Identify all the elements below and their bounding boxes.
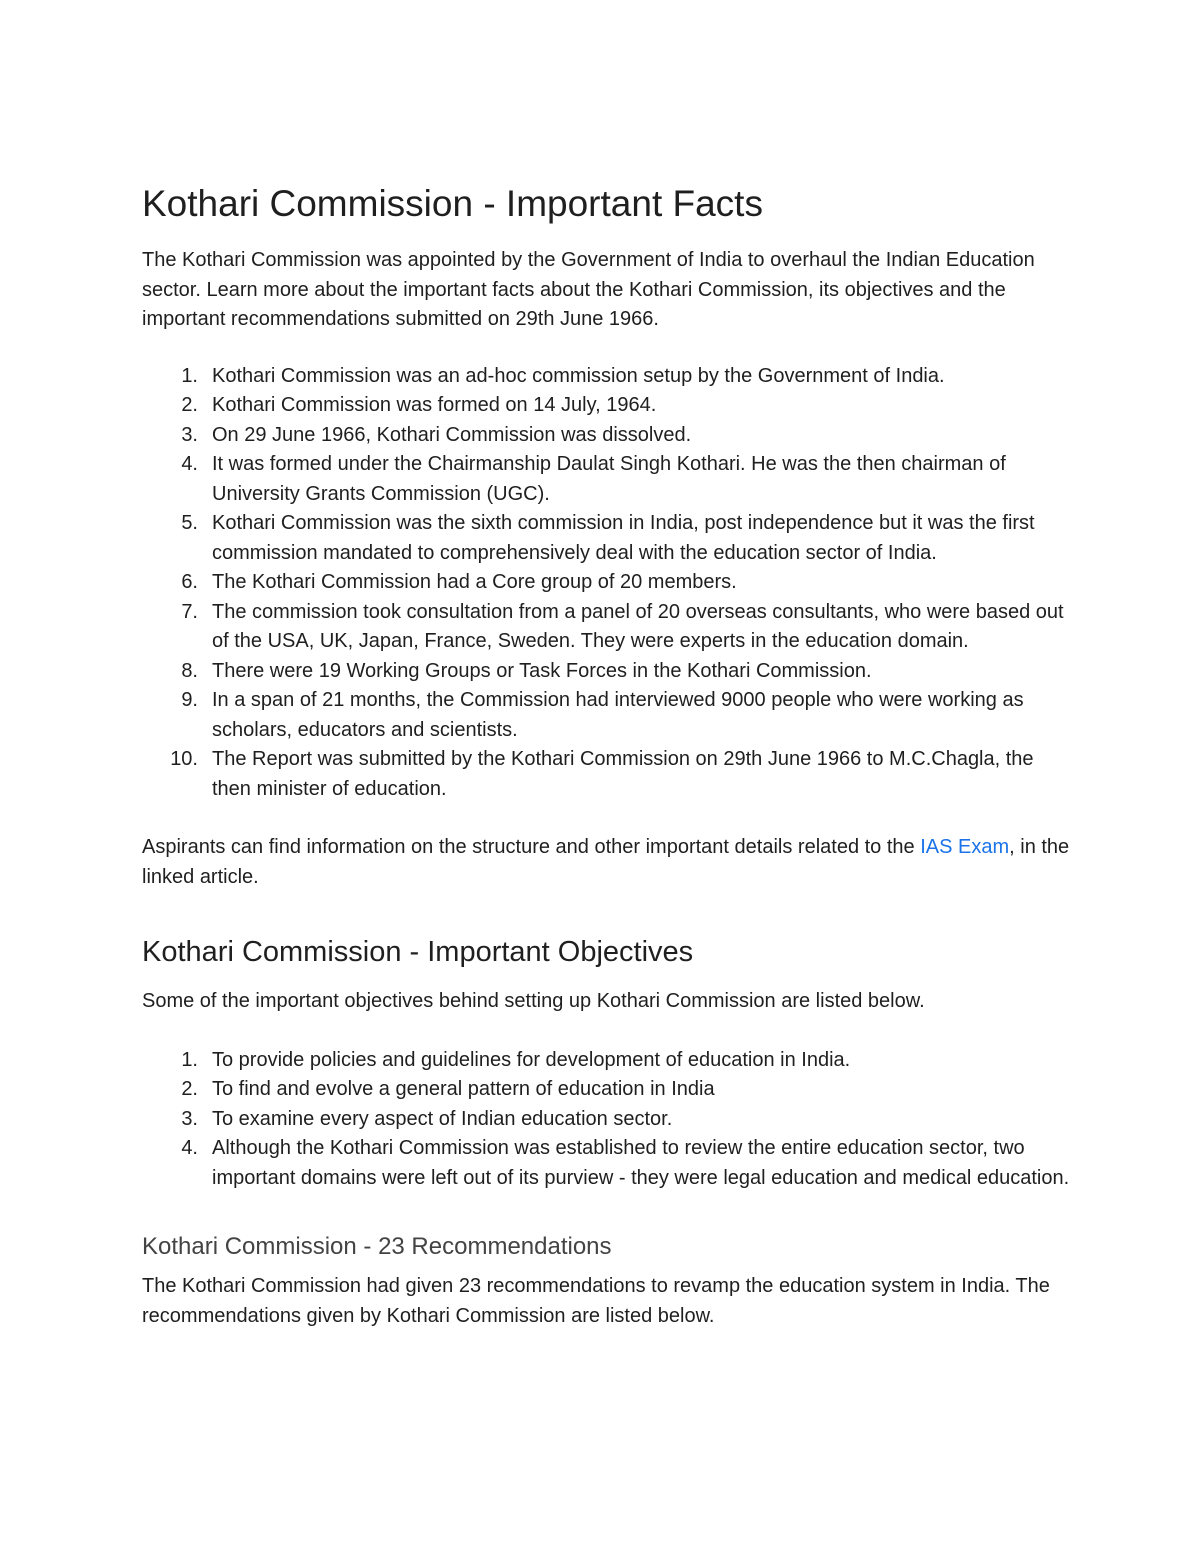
recommendations-heading: Kothari Commission - 23 Recommendations — [142, 1233, 612, 1260]
list-item-text: Kothari Commission was an ad-hoc commission setup by the Government of India. — [212, 364, 945, 387]
list-number: 9. — [181, 689, 198, 711]
list-number: 1. — [181, 364, 198, 387]
list-item-text: Although the Kothari Commission was established to review the entire education sector, two important domains were left out of its purview - they were legal education and medical education. — [212, 1137, 1070, 1189]
list-item-text: In a span of 21 months, the Commission had interviewed 9000 people who were working as scholars, educators and scientists. — [212, 689, 1024, 741]
list-number: 7. — [181, 600, 198, 623]
objectives-intro: Some of the important objectives behind setting up Kothari Commission are listed below. — [142, 990, 925, 1012]
list-item — [142, 686, 1072, 745]
list-number: 2. — [181, 394, 198, 416]
list-number: 3. — [181, 423, 198, 446]
list-item — [142, 1134, 1072, 1193]
list-item — [142, 568, 1072, 598]
list-item-text: On 29 June 1966, Kothari Commission was dissolved. — [212, 423, 692, 446]
list-item — [142, 362, 1072, 392]
list-item — [142, 391, 1072, 421]
recommendations-intro: The Kothari Commission had given 23 recommendations to revamp the education system in India. The recommendations given by Kothari Commission are listed below. — [142, 1275, 1050, 1327]
aspirants-text-after: , in the linked article. — [142, 836, 1070, 888]
list-item — [142, 450, 1072, 509]
list-number: 4. — [181, 453, 198, 475]
list-number: 4. — [181, 1137, 198, 1159]
list-item-text: The Kothari Commission had a Core group of 20 members. — [212, 571, 737, 593]
aspirants-paragraph — [142, 833, 1072, 892]
list-item-text: Kothari Commission was formed on 14 July, 1964. — [212, 394, 657, 416]
list-item-text: Kothari Commission was the sixth commission in India, post independence but it was the first commission mandated to comprehensively deal with the education sector of India. — [212, 512, 1035, 564]
list-number: 2. — [181, 1078, 198, 1100]
list-item — [142, 1075, 1072, 1105]
list-item-text: To provide policies and guidelines for development of education in India. — [212, 1048, 851, 1071]
list-item — [142, 509, 1072, 568]
list-item — [142, 598, 1072, 657]
list-item-text: The commission took consultation from a panel of 20 overseas consultants, who were based out of the USA, UK, Japan, France, Sweden. They were experts in the education domain. — [212, 600, 1064, 652]
list-item — [142, 745, 1072, 804]
page-title: Kothari Commission - Important Facts — [142, 183, 763, 224]
intro-paragraph: The Kothari Commission was appointed by the Government of India to overhaul the Indian Education sector. Learn more about the important facts about the Kothari Commission, its objectives and the important recommendations submitted on 29th June 1966. — [142, 249, 1035, 330]
document-content — [142, 178, 1072, 1331]
list-item-text: It was formed under the Chairmanship Daulat Singh Kothari. He was the then chairman of University Grants Commission (UGC). — [212, 453, 1006, 505]
list-number: 3. — [181, 1107, 198, 1130]
list-item — [142, 657, 1072, 687]
list-item — [142, 1105, 1072, 1135]
list-item — [142, 421, 1072, 451]
list-item-text: The Report was submitted by the Kothari Commission on 29th June 1966 to M.C.Chagla, the then minister of education. — [212, 748, 1034, 800]
list-number: 8. — [181, 659, 198, 682]
facts-list — [142, 362, 1072, 805]
list-item-text: To examine every aspect of Indian education sector. — [212, 1107, 673, 1130]
ias-exam-link[interactable]: IAS Exam — [920, 836, 1010, 858]
list-number: 5. — [181, 512, 198, 534]
list-number: 10. — [170, 748, 198, 770]
list-number: 6. — [181, 571, 198, 593]
objectives-list — [142, 1046, 1072, 1194]
aspirants-text-before: Aspirants can find information on the structure and other important details related to the — [142, 836, 921, 858]
list-number: 1. — [181, 1048, 198, 1071]
list-item — [142, 1046, 1072, 1076]
list-item-text: To find and evolve a general pattern of education in India — [212, 1078, 715, 1100]
objectives-heading: Kothari Commission - Important Objectives — [142, 936, 694, 968]
list-item-text: There were 19 Working Groups or Task Forces in the Kothari Commission. — [212, 659, 872, 682]
